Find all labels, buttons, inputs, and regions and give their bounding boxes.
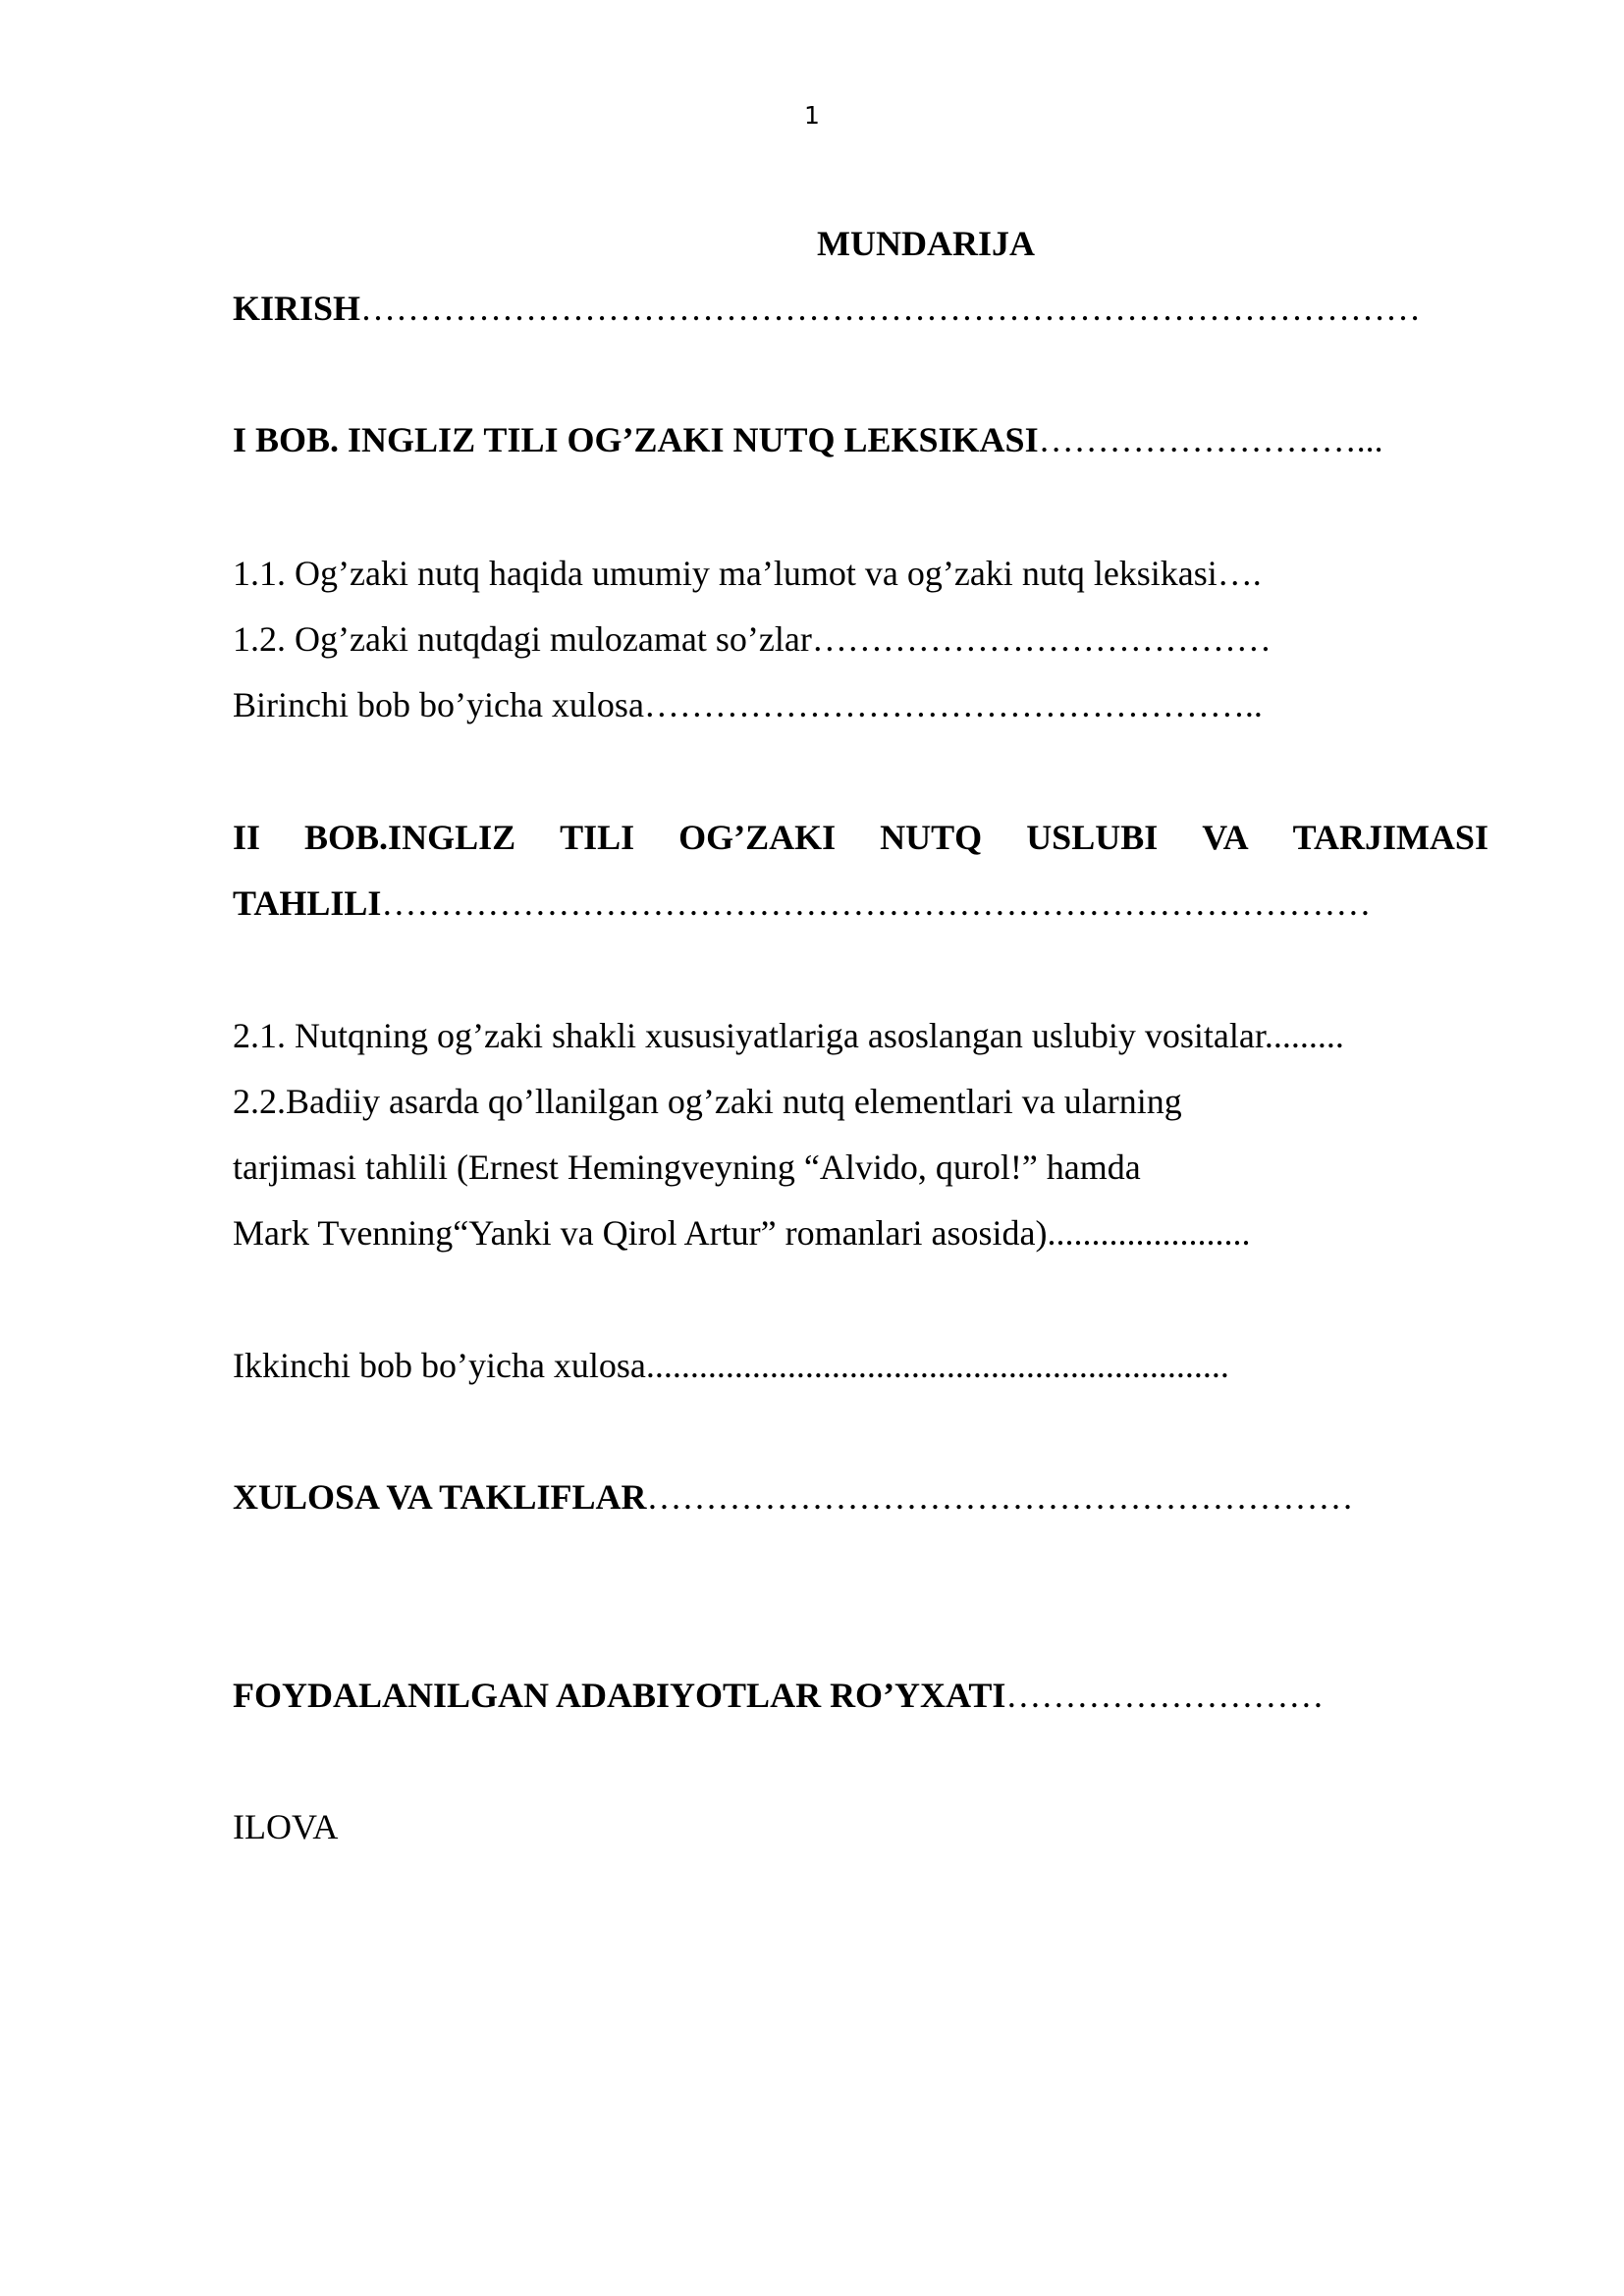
toc-entry-references-dots: ……………………… — [1005, 1676, 1325, 1715]
toc-entry-section-1-2: 1.2. Og’zaki nutqdagi mulozamat so’zlar………………………………… — [233, 619, 1272, 659]
toc-entry-chapter-2-word: VA — [1202, 818, 1249, 857]
toc-entry-section-2-1: 2.1. Nutqning og’zaki shakli xususiyatlariga asoslangan uslubiy vositalar......... — [233, 1016, 1344, 1055]
toc-entry-conclusions — [233, 1473, 1353, 1521]
toc-entry-chapter-2-word: TILI — [560, 818, 635, 857]
toc-entry-chapter-2-word: OG’ZAKI — [678, 818, 837, 857]
toc-entry-chapter-1-dots: ………………………... — [1038, 420, 1383, 459]
toc-entry-section-1-1: 1.1. Og’zaki nutq haqida umumiy ma’lumot va og’zaki nutq leksikasi…. — [233, 554, 1262, 593]
toc-entry-section-2-2-line-3: Mark Tvenning“Yanki va Qirol Artur” romanlari asosida)....................... — [233, 1213, 1251, 1253]
page-number: 1 — [804, 101, 820, 130]
toc-entry-chapter-1 — [233, 416, 1383, 463]
toc-entry-chapter-2-word: II — [233, 818, 261, 857]
toc-entry-chapter-2-word: TARJIMASI — [1292, 818, 1489, 857]
toc-entry-conclusions-dots: …………………………………………………… — [646, 1477, 1354, 1517]
toc-entry-chapter-2-line-1 — [233, 814, 1489, 861]
toc-entry-appendix: ILOVA — [233, 1807, 339, 1846]
toc-entry-chapter-2-label: TAHLILI — [233, 883, 382, 923]
toc-entry-kirish — [233, 285, 1421, 332]
toc-entry-chapter-2-dots: ………………………………………………………………………… — [381, 883, 1372, 923]
toc-entry-section-2-2-line-2: tarjimasi tahlili (Ernest Hemingveyning “Alvido, qurol!” hamda — [233, 1148, 1141, 1187]
toc-entry-chapter-2-conclusion: Ikkinchi bob bo’yicha xulosa.................................................................. — [233, 1346, 1229, 1385]
toc-entry-references — [233, 1672, 1324, 1719]
toc-entry-chapter-2-word: NUTQ — [880, 818, 983, 857]
toc-entry-chapter-1-label: I BOB. INGLIZ TILI OG’ZAKI NUTQ LEKSIKASI — [233, 420, 1039, 459]
toc-entry-chapter-2-word: BOB.INGLIZ — [304, 818, 516, 857]
toc-title: MUNDARIJA — [817, 224, 1035, 263]
toc-entry-chapter-2-word: USLUBI — [1026, 818, 1159, 857]
toc-entry-kirish-dots: ……………………………………………………………………………… — [360, 289, 1422, 328]
toc-entry-chapter-1-conclusion: Birinchi bob bo’yicha xulosa…………………………………………….. — [233, 685, 1263, 724]
toc-entry-references-label: FOYDALANILGAN ADABIYOTLAR RO’YXATI — [233, 1676, 1006, 1715]
toc-entry-kirish-label: KIRISH — [233, 289, 361, 328]
toc-entry-conclusions-label: XULOSA VA TAKLIFLAR — [233, 1477, 647, 1517]
toc-entry-section-2-2-line-1: 2.2.Badiiy asarda qo’llanilgan og’zaki nutq elementlari va ularning — [233, 1082, 1182, 1121]
toc-entry-chapter-2-line-2 — [233, 880, 1371, 927]
